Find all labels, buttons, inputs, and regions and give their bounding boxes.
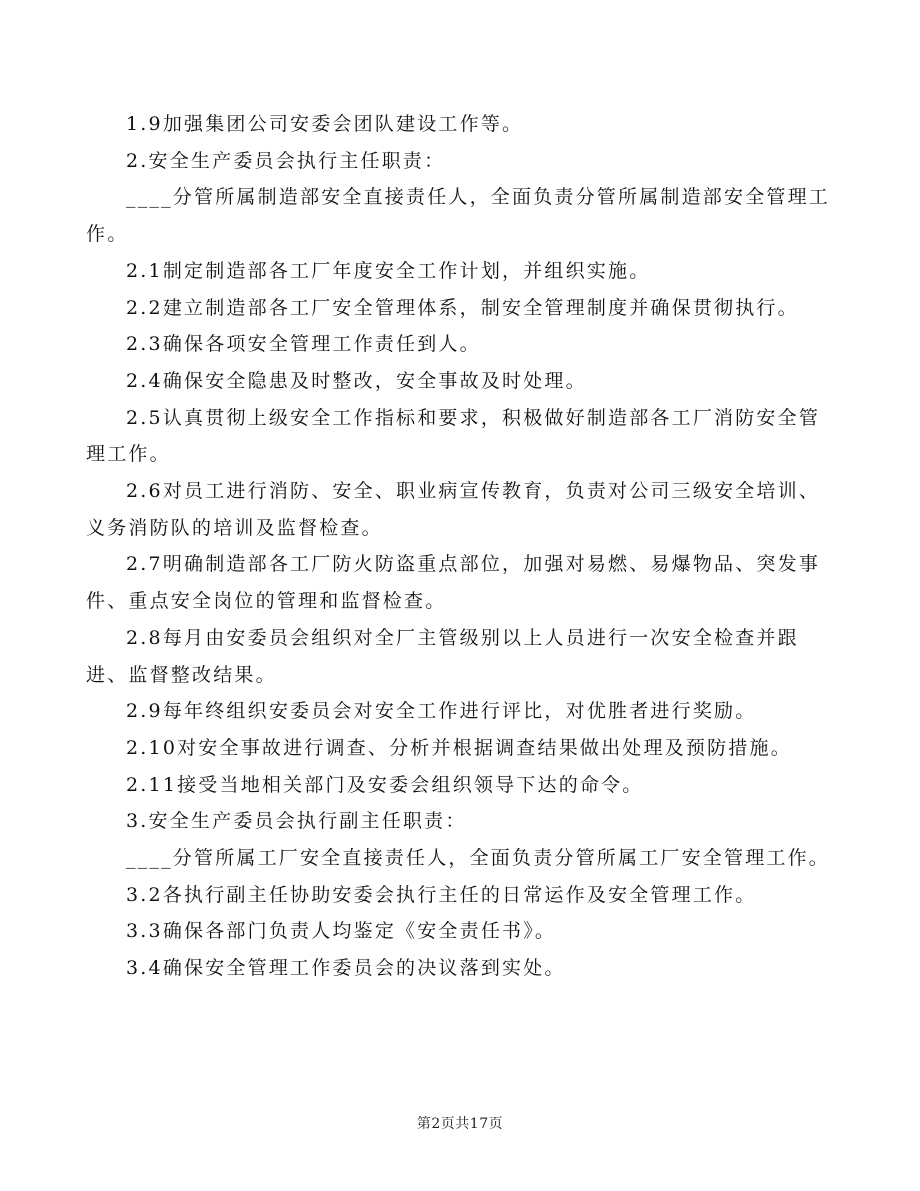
paragraph-executive-director-scope: ____分管所属制造部安全直接责任人，全面负责分管所属制造部安全管理工作。 xyxy=(86,186,831,246)
heading-executive-director-duties: 2.安全生产委员会执行主任职责： xyxy=(126,149,446,172)
paragraph-2-3: 2.3确保各项安全管理工作责任到人。 xyxy=(126,333,481,356)
paragraph-3-4: 3.4确保安全管理工作委员会的决议落到实处。 xyxy=(126,957,566,980)
paragraph-deputy-director-scope: ____分管所属工厂安全直接责任人，全面负责分管所属工厂安全管理工作。 xyxy=(126,847,831,870)
paragraph-2-7: 2.7明确制造部各工厂防火防盗重点部位，加强对易燃、易爆物品、突发事件、重点安全岗位的管理和监督检查。 xyxy=(86,553,821,613)
paragraph-2-5: 2.5认真贯彻上级安全工作指标和要求，积极做好制造部各工厂消防安全管理工作。 xyxy=(86,406,821,466)
paragraph-2-11: 2.11接受当地相关部门及安委会组织领导下达的命令。 xyxy=(126,773,644,796)
paragraph-2-6: 2.6对员工进行消防、安全、职业病宣传教育，负责对公司三级安全培训、义务消防队的培训及监督检查。 xyxy=(86,480,821,539)
paragraph-3-3: 3.3确保各部门负责人均鉴定《安全责任书》。 xyxy=(126,920,557,943)
document-body xyxy=(86,106,834,987)
paragraph-2-8: 2.8每月由安委员会组织对全厂主管级别以上人员进行一次安全检查并跟进、监督整改结果。 xyxy=(86,626,799,686)
page-number-footer: 第2页共17页 xyxy=(416,1116,504,1132)
paragraph-1-9: 1.9加强集团公司安委会团队建设工作等。 xyxy=(126,113,524,135)
paragraph-2-2: 2.2建立制造部各工厂安全管理体系，制安全管理制度并确保贯彻执行。 xyxy=(126,296,799,319)
paragraph-2-1: 2.1制定制造部各工厂年度安全工作计划，并组织实施。 xyxy=(126,259,651,282)
heading-deputy-director-duties: 3.安全生产委员会执行副主任职责： xyxy=(126,810,467,833)
paragraph-2-10: 2.10对安全事故进行调查、分析并根据调查结果做出处理及预防措施。 xyxy=(126,736,792,759)
paragraph-2-4: 2.4确保安全隐患及时整改，安全事故及时处理。 xyxy=(126,369,587,392)
paragraph-3-2: 3.2各执行副主任协助安委会执行主任的日常运作及安全管理工作。 xyxy=(126,883,757,906)
paragraph-2-9: 2.9每年终组织安委员会对安全工作进行评比，对优胜者进行奖励。 xyxy=(126,700,757,723)
